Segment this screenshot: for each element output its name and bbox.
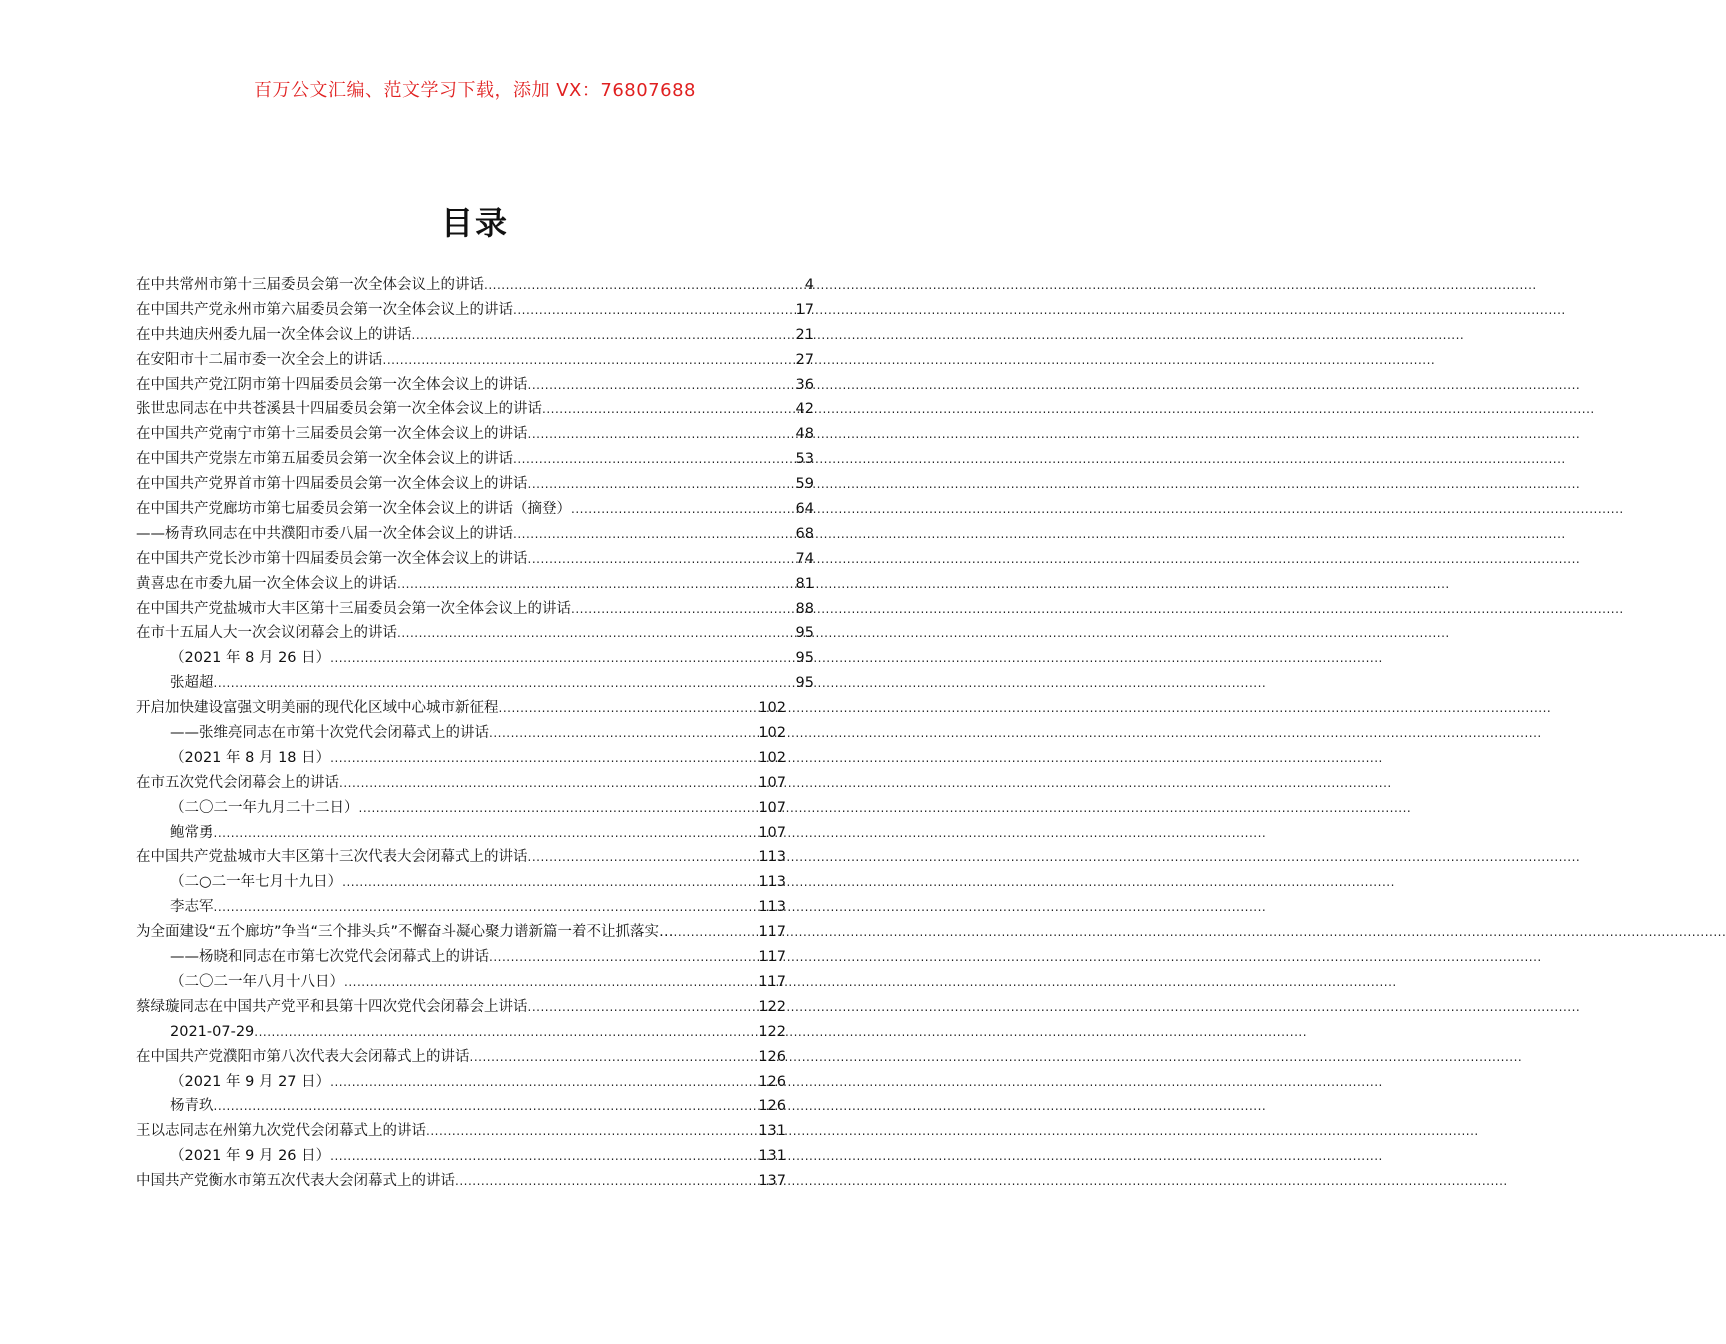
toc-entry-title: 王以志同志在州第九次党代会闭幕式上的讲话	[136, 1123, 426, 1140]
toc-entry-title: 鲍常勇	[170, 824, 214, 841]
toc-dot-leader	[330, 1144, 757, 1169]
toc-page-number: 137	[758, 1173, 786, 1190]
toc-page-number: 95	[795, 650, 814, 667]
toc-entry-title: 在中国共产党濮阳市第八次代表大会闭幕式上的讲话	[136, 1048, 470, 1065]
toc-entry[interactable]	[136, 572, 814, 597]
toc-entry[interactable]	[136, 621, 814, 646]
toc-entry-title: 张超超	[170, 675, 214, 692]
toc-entry[interactable]	[136, 422, 814, 447]
toc-page-number: 102	[758, 700, 786, 717]
toc-entry-title: 在中国共产党廊坊市第七届委员会第一次全体会议上的讲话（摘登）	[136, 501, 571, 518]
toc-entry[interactable]	[136, 721, 814, 746]
toc-entry[interactable]	[136, 447, 814, 472]
toc-dot-leader	[344, 970, 757, 995]
toc-entry-title: 中国共产党衡水市第五次代表大会闭幕式上的讲话	[136, 1173, 455, 1190]
toc-dot-leader	[499, 696, 758, 721]
toc-entry-title: 在中国共产党盐城市大丰区第十三届委员会第一次全体会议上的讲话	[136, 600, 571, 617]
toc-entry[interactable]	[136, 273, 814, 298]
toc-page-number: 131	[758, 1123, 786, 1140]
toc-page-number: 42	[795, 401, 814, 418]
toc-page-number: 122	[758, 1023, 786, 1040]
toc-dot-leader	[214, 821, 758, 846]
toc-page-number: 64	[795, 501, 814, 518]
toc-entry[interactable]	[136, 945, 814, 970]
toc-entry-title: 2021-07-29	[170, 1023, 255, 1040]
toc-page-number: 17	[795, 301, 814, 318]
toc-page-number: 21	[795, 326, 814, 343]
toc-entry[interactable]	[136, 522, 814, 547]
watermark-banner: 百万公文汇编、范文学习下载，添加 VX：76807688	[254, 80, 696, 101]
toc-entry-title: ——杨青玖同志在中共濮阳市委八届一次全体会议上的讲话	[136, 525, 513, 542]
toc-entry-title: 杨青玖	[170, 1098, 214, 1115]
toc-page-number: 53	[795, 451, 814, 468]
toc-page-number: 126	[758, 1073, 786, 1090]
toc-entry-title: 在中共常州市第十三届委员会第一次全体会议上的讲话	[136, 277, 484, 293]
toc-entry[interactable]	[136, 1119, 814, 1144]
toc-dot-leader	[214, 1094, 758, 1119]
toc-entry[interactable]	[136, 597, 814, 622]
toc-page-number: 74	[795, 550, 814, 567]
page-title: 目录	[440, 204, 509, 242]
toc-entry-title: 在中国共产党永州市第六届委员会第一次全体会议上的讲话	[136, 301, 513, 318]
toc-entry-title: 在市十五届人大一次会议闭幕会上的讲话	[136, 625, 397, 642]
toc-page-number: 95	[795, 675, 814, 692]
toc-dot-leader	[484, 273, 804, 298]
toc-page-number: 68	[795, 525, 814, 542]
toc-dot-leader	[455, 1169, 757, 1194]
toc-dot-leader	[528, 422, 795, 447]
toc-entry[interactable]	[136, 895, 814, 920]
toc-entry-title: （二〇二一年九月二十二日）	[170, 799, 359, 816]
toc-entry[interactable]	[136, 646, 814, 671]
toc-page-number: 88	[795, 600, 814, 617]
toc-page-number: 126	[758, 1098, 786, 1115]
toc-dot-leader	[214, 671, 795, 696]
toc-entry[interactable]	[136, 373, 814, 398]
toc-page-number: 102	[758, 725, 786, 742]
toc-entry[interactable]	[136, 870, 814, 895]
toc-page-number: 95	[795, 625, 814, 642]
toc-page-number: 107	[758, 824, 786, 841]
toc-entry-title: 在中国共产党长沙市第十四届委员会第一次全体会议上的讲话	[136, 550, 528, 567]
toc-dot-leader	[528, 845, 758, 870]
toc-page-number: 122	[758, 998, 786, 1015]
toc-page-number: 59	[795, 476, 814, 493]
toc-entry[interactable]	[136, 1070, 814, 1095]
toc-entry[interactable]	[136, 397, 814, 422]
toc-entry[interactable]	[136, 920, 814, 945]
toc-dot-leader	[674, 920, 758, 945]
toc-entry[interactable]	[136, 821, 814, 846]
toc-entry-title: （2021 年 8 月 18 日）	[170, 749, 331, 766]
toc-dot-leader	[383, 348, 795, 373]
toc-page-number: 126	[758, 1048, 786, 1065]
toc-dot-leader	[489, 945, 757, 970]
toc-dot-leader	[342, 870, 757, 895]
toc-dot-leader	[214, 895, 758, 920]
toc-entry[interactable]	[136, 970, 814, 995]
toc-page-number: 27	[795, 351, 814, 368]
toc-page-number: 4	[804, 277, 814, 293]
toc-dot-leader	[489, 721, 757, 746]
toc-dot-leader	[542, 397, 795, 422]
toc-entry-title: （2021 年 9 月 27 日）	[170, 1073, 331, 1090]
toc-page-number: 107	[758, 799, 786, 816]
toc-entry-title: 在中国共产党南宁市第十三届委员会第一次全体会议上的讲话	[136, 426, 528, 443]
toc-entry[interactable]	[136, 696, 814, 721]
toc-entry-title: 在中国共产党江阴市第十四届委员会第一次全体会议上的讲话	[136, 376, 528, 393]
toc-entry-title: 在中国共产党盐城市大丰区第十三次代表大会闭幕式上的讲话	[136, 849, 528, 866]
toc-entry-title: 张世忠同志在中共苍溪县十四届委员会第一次全体会议上的讲话	[136, 401, 542, 418]
toc-entry[interactable]	[136, 298, 814, 323]
toc-entry-title: 开启加快建设富强文明美丽的现代化区域中心城市新征程	[136, 700, 499, 717]
toc-dot-leader	[359, 796, 758, 821]
toc-entry-title: ——张维亮同志在市第十次党代会闭幕式上的讲话	[170, 725, 489, 742]
toc-dot-leader	[412, 323, 795, 348]
toc-entry-title: （二○二一年七月十九日）	[170, 874, 343, 891]
toc-dot-leader	[571, 597, 795, 622]
toc-dot-leader	[513, 447, 795, 472]
toc-entry[interactable]	[136, 671, 814, 696]
toc-entry-title: 蔡绿璇同志在中国共产党平和县第十四次党代会闭幕会上讲话	[136, 998, 528, 1015]
toc-dot-leader	[397, 621, 795, 646]
toc-entry-title: 在市五次党代会闭幕会上的讲话	[136, 774, 339, 791]
toc-entry[interactable]	[136, 995, 814, 1020]
toc-entry-title: 李志军	[170, 899, 214, 916]
toc-entry[interactable]	[136, 472, 814, 497]
toc-entry[interactable]	[136, 497, 814, 522]
toc-dot-leader	[528, 547, 795, 572]
toc-dot-leader	[426, 1119, 757, 1144]
toc-dot-leader	[571, 497, 795, 522]
toc-entry-title: ——杨晓和同志在市第七次党代会闭幕式上的讲话	[170, 949, 489, 966]
toc-entry[interactable]	[136, 1094, 814, 1119]
toc-entry[interactable]	[136, 796, 814, 821]
toc-entry-title: （2021 年 9 月 26 日）	[170, 1148, 331, 1165]
table-of-contents	[136, 273, 814, 1194]
toc-page-number: 102	[758, 749, 786, 766]
toc-entry-title: 在中国共产党崇左市第五届委员会第一次全体会议上的讲话	[136, 451, 513, 468]
toc-entry-title: （二〇二一年八月十八日）	[170, 973, 344, 990]
toc-page-number: 117	[758, 973, 786, 990]
toc-page-number: 81	[795, 575, 814, 592]
toc-entry[interactable]	[136, 547, 814, 572]
toc-entry[interactable]	[136, 323, 814, 348]
toc-entry[interactable]	[136, 1169, 814, 1194]
toc-page-number: 131	[758, 1148, 786, 1165]
toc-entry-title: 在中共迪庆州委九届一次全体会议上的讲话	[136, 326, 412, 343]
toc-entry[interactable]	[136, 1045, 814, 1070]
toc-entry[interactable]	[136, 845, 814, 870]
toc-page-number: 107	[758, 774, 786, 791]
toc-entry[interactable]	[136, 1020, 814, 1045]
toc-dot-leader	[528, 472, 795, 497]
toc-page-number: 113	[758, 849, 786, 866]
toc-dot-leader	[513, 298, 795, 323]
toc-page-number: 117	[758, 949, 786, 966]
toc-entry-title: （2021 年 8 月 26 日）	[170, 650, 331, 667]
toc-entry[interactable]	[136, 746, 814, 771]
toc-page-number: 48	[795, 426, 814, 443]
toc-page-number: 36	[795, 376, 814, 393]
toc-entry-title: 在中国共产党界首市第十四届委员会第一次全体会议上的讲话	[136, 476, 528, 493]
toc-page-number: 113	[758, 874, 786, 891]
toc-dot-leader	[254, 1020, 757, 1045]
toc-entry-title: 黄喜忠在市委九届一次全体会议上的讲话	[136, 575, 397, 592]
toc-dot-leader	[330, 1070, 757, 1095]
toc-entry-title: 为全面建设“五个廊坊”争当“三个排头兵”不懈奋斗凝心聚力谱新篇一着不让抓落实…	[136, 924, 674, 941]
toc-dot-leader	[528, 995, 758, 1020]
toc-entry[interactable]	[136, 1144, 814, 1169]
toc-entry[interactable]	[136, 771, 814, 796]
toc-dot-leader	[397, 572, 795, 597]
toc-dot-leader	[513, 522, 795, 547]
toc-entry[interactable]	[136, 348, 814, 373]
toc-dot-leader	[470, 1045, 758, 1070]
toc-page-number: 117	[758, 924, 786, 941]
toc-dot-leader	[330, 746, 757, 771]
toc-dot-leader	[339, 771, 757, 796]
toc-entry-title: 在安阳市十二届市委一次全会上的讲话	[136, 351, 383, 368]
toc-dot-leader	[330, 646, 794, 671]
toc-page-number: 113	[758, 899, 786, 916]
toc-dot-leader	[528, 373, 795, 398]
